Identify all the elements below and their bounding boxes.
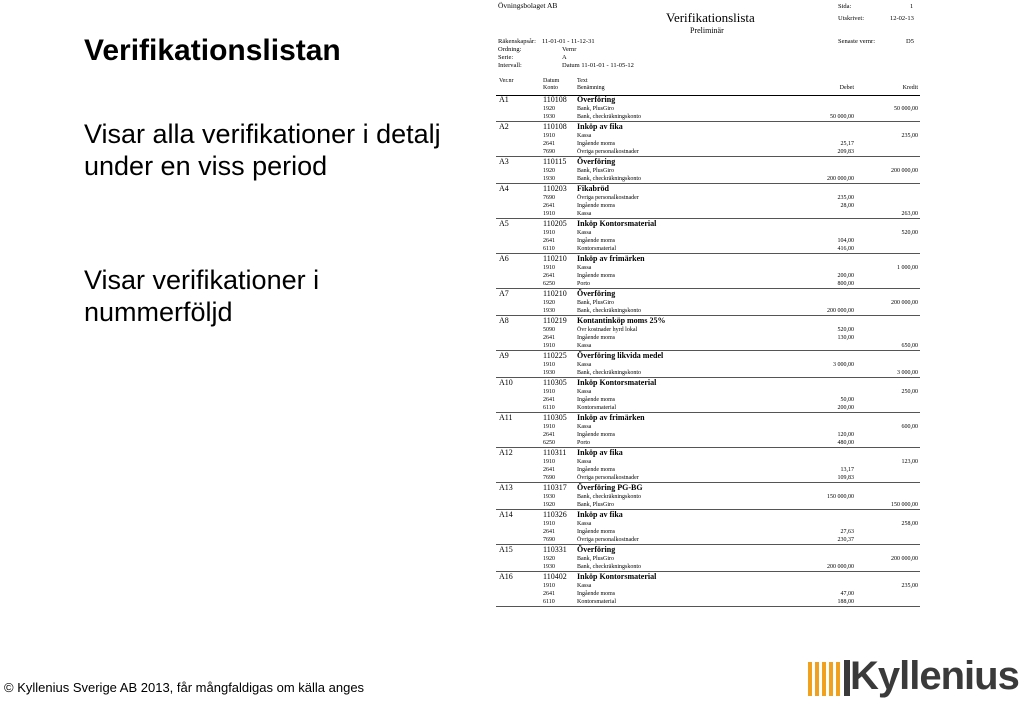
table-row [496,272,920,280]
verification-header [496,316,920,326]
verification-text: Överföring [577,289,616,298]
slide-title: Verifikationslistan [84,34,341,67]
account-number: 1910 [543,362,555,368]
account-name: Kassa [577,459,592,465]
verification-number: A6 [499,254,509,263]
account-number: 2641 [543,141,555,147]
verification-header [496,510,920,520]
account-name: Ingående moms [577,432,616,438]
account-number: 2641 [543,529,555,535]
table-row [496,598,920,606]
table-row [496,132,920,140]
table-row [496,474,920,482]
account-name: Ingående moms [577,141,616,147]
table-row [496,590,920,598]
kredit-amount: 263,00 [901,211,918,217]
verification-text: Inköp Kontorsmaterial [577,572,657,581]
account-name: Bank, checkräkningskonto [577,564,641,570]
meta-label: Utskrivet: [838,15,864,22]
account-name: Kontorsmaterial [577,599,616,605]
debet-amount: 120,00 [837,432,854,438]
header-debet: Debet [839,85,854,91]
account-number: 1910 [543,211,555,217]
account-number: 1930 [543,564,555,570]
table-row [496,307,920,315]
account-name: Ingående moms [577,335,616,341]
verification-a16 [496,572,920,607]
table-row [496,280,920,288]
account-number: 7690 [543,475,555,481]
kredit-amount: 50 000,00 [894,106,918,112]
account-name: Ingående moms [577,397,616,403]
account-name: Övriga personalkostnader [577,537,639,543]
account-number: 7690 [543,149,555,155]
account-number: 1930 [543,114,555,120]
kredit-amount: 3 000,00 [897,370,918,376]
verification-a11 [496,413,920,448]
table-row [496,167,920,175]
debet-amount: 200 000,00 [827,564,854,570]
verification-text: Överföring PG-BG [577,483,643,492]
verification-header [496,572,920,582]
account-number: 6110 [543,599,555,605]
verification-a5 [496,219,920,254]
table-row [496,194,920,202]
debet-amount: 25,17 [840,141,854,147]
table-row [496,528,920,536]
account-name: Kassa [577,389,592,395]
meta-label: Intervall: [498,62,522,69]
verification-a14 [496,510,920,545]
debet-amount: 200,00 [837,405,854,411]
table-row [496,501,920,509]
kredit-amount: 235,00 [901,133,918,139]
verification-date: 110210 [543,289,567,298]
logo-bars-icon [806,660,852,700]
kredit-amount: 123,00 [901,459,918,465]
account-number: 1910 [543,343,555,349]
verification-text: Överföring [577,157,616,166]
verification-text: Inköp av fika [577,122,623,131]
verification-a8 [496,316,920,351]
verification-date: 110203 [543,184,567,193]
verification-date: 110205 [543,219,567,228]
header-text: Text [577,78,588,84]
account-name: Ingående moms [577,273,616,279]
account-number: 1910 [543,424,555,430]
account-number: 1930 [543,370,555,376]
table-row [496,105,920,113]
account-name: Kontorsmaterial [577,246,616,252]
debet-amount: 188,00 [837,599,854,605]
account-name: Bank, PlusGiro [577,300,615,306]
meta-label: Räkenskapsår: [498,38,536,45]
verification-date: 110108 [543,95,567,104]
account-number: 2641 [543,238,555,244]
account-name: Övr kostnader hyrd lokal [577,327,638,333]
verification-a1 [496,95,920,122]
verification-list [496,95,920,607]
verification-number: A2 [499,122,509,131]
meta-label: Sida: [838,3,852,10]
account-name: Kassa [577,133,592,139]
verification-number: A12 [499,448,513,457]
table-row [496,245,920,253]
verification-date: 110219 [543,316,567,325]
table-row [496,555,920,563]
table-row [496,439,920,447]
verification-text: Inköp av frimärken [577,254,645,263]
verification-a2 [496,122,920,157]
debet-amount: 200 000,00 [827,176,854,182]
debet-amount: 480,00 [837,440,854,446]
account-number: 1930 [543,308,555,314]
verification-a4 [496,184,920,219]
kredit-amount: 258,00 [901,521,918,527]
account-number: 2641 [543,432,555,438]
account-name: Bank, PlusGiro [577,556,615,562]
debet-amount: 13,17 [840,467,854,473]
account-name: Bank, PlusGiro [577,106,615,112]
verification-date: 110402 [543,572,567,581]
kredit-amount: 520,00 [901,230,918,236]
debet-amount: 50 000,00 [830,114,854,120]
table-row [496,326,920,334]
debet-amount: 3 000,00 [833,362,854,368]
table-row [496,388,920,396]
account-name: Porto [577,281,591,287]
account-name: Kassa [577,265,592,271]
kredit-amount: 200 000,00 [891,168,918,174]
verification-header [496,254,920,264]
report-column-headers [496,77,920,96]
account-number: 6250 [543,440,555,446]
verification-header [496,184,920,194]
account-number: 2641 [543,397,555,403]
kredit-amount: 150 000,00 [891,502,918,508]
table-row [496,299,920,307]
verification-text: Inköp Kontorsmaterial [577,378,657,387]
account-name: Bank, checkräkningskonto [577,494,641,500]
verification-number: A5 [499,219,509,228]
verification-number: A1 [499,95,509,104]
verification-date: 110305 [543,413,567,422]
verification-a7 [496,289,920,316]
bullet-text: Visar alla verifikationer i detalj under en viss period [84,119,441,181]
verification-a13 [496,483,920,510]
account-number: 2641 [543,273,555,279]
verification-date: 110225 [543,351,567,360]
account-number: 1910 [543,133,555,139]
kredit-amount: 200 000,00 [891,556,918,562]
debet-amount: 209,83 [837,149,854,155]
verification-report [496,0,924,608]
kredit-amount: 200 000,00 [891,300,918,306]
account-name: Bank, checkräkningskonto [577,114,641,120]
verification-number: A14 [499,510,513,519]
kredit-amount: 650,00 [901,343,918,349]
meta-label: Senaste vernr: [838,38,876,45]
header-datum: Datum [543,78,560,84]
verification-text: Inköp av frimärken [577,413,645,422]
account-number: 6250 [543,281,555,287]
table-row [496,342,920,350]
account-name: Övriga personalkostnader [577,149,639,155]
header-benamning: Benämning [577,85,605,91]
verification-number: A4 [499,184,509,193]
verification-number: A11 [499,413,513,422]
verification-header [496,95,920,105]
meta-value: 1 [910,3,914,10]
debet-amount: 800,00 [837,281,854,287]
account-name: Ingående moms [577,591,616,597]
account-name: Kassa [577,424,592,430]
verification-header [496,122,920,132]
verification-header [496,351,920,361]
table-row [496,229,920,237]
verification-header [496,289,920,299]
meta-value: 11-01-01 - 11-12-31 [542,38,595,45]
verification-number: A10 [499,378,513,387]
meta-value: 12-02-13 [890,15,914,22]
account-name: Bank, PlusGiro [577,168,615,174]
verification-text: Inköp av fika [577,448,623,457]
table-row [496,148,920,156]
verification-a15 [496,545,920,572]
table-row [496,369,920,377]
account-number: 1910 [543,230,555,236]
table-row [496,563,920,571]
account-number: 6110 [543,246,555,252]
verification-date: 110311 [543,448,567,457]
kredit-amount: 250,00 [901,389,918,395]
verification-date: 110326 [543,510,567,519]
account-number: 1910 [543,521,555,527]
copyright-text: © Kyllenius Sverige AB 2013, får mångfaldigas om källa anges [4,680,365,695]
account-name: Bank, PlusGiro [577,502,615,508]
table-row [496,520,920,528]
verification-date: 110210 [543,254,567,263]
kredit-amount: 1 000,00 [897,265,918,271]
debet-amount: 109,83 [837,475,854,481]
verification-header [496,157,920,167]
table-row [496,113,920,121]
verification-number: A3 [499,157,509,166]
verification-text: Fikabröd [577,184,610,193]
account-name: Kassa [577,230,592,236]
table-row [496,396,920,404]
account-number: 1920 [543,300,555,306]
debet-amount: 50,00 [840,397,854,403]
account-name: Ingående moms [577,238,616,244]
verification-number: A15 [499,545,513,554]
debet-amount: 150 000,00 [827,494,854,500]
account-number: 1910 [543,265,555,271]
verification-number: A7 [499,289,509,298]
debet-amount: 104,00 [837,238,854,244]
account-number: 6110 [543,405,555,411]
debet-amount: 200 000,00 [827,308,854,314]
account-name: Bank, checkräkningskonto [577,308,641,314]
table-row [496,431,920,439]
verification-date: 110317 [543,483,567,492]
debet-amount: 28,00 [840,203,854,209]
verification-number: A8 [499,316,509,325]
debet-amount: 200,00 [837,273,854,279]
verification-text: Överföring [577,545,616,554]
verification-a12 [496,448,920,483]
verification-date: 110115 [543,157,567,166]
verification-header [496,219,920,229]
account-number: 2641 [543,335,555,341]
account-name: Porto [577,440,591,446]
account-name: Kontorsmaterial [577,405,616,411]
meta-value: A [562,54,567,61]
verification-header [496,545,920,555]
verification-number: A9 [499,351,509,360]
account-name: Ingående moms [577,529,616,535]
table-row [496,202,920,210]
table-row [496,361,920,369]
account-number: 2641 [543,467,555,473]
table-row [496,175,920,183]
header-konto: Konto [543,85,558,91]
report-title: Verifikationslista [666,10,755,25]
account-name: Kassa [577,521,592,527]
account-number: 7690 [543,195,555,201]
bullet-text: Visar verifikationer i nummerföljd [84,265,320,327]
account-number: 1930 [543,494,555,500]
verification-text: Överföring likvida medel [577,351,664,360]
account-number: 5090 [543,327,555,333]
account-number: 1920 [543,168,555,174]
kredit-amount: 235,00 [901,583,918,589]
account-name: Övriga personalkostnader [577,195,639,201]
verification-date: 110331 [543,545,567,554]
account-number: 1910 [543,459,555,465]
account-number: 1910 [543,583,555,589]
account-name: Bank, checkräkningskonto [577,370,641,376]
account-number: 1920 [543,502,555,508]
meta-value: D5 [906,38,914,45]
account-number: 1930 [543,176,555,182]
account-number: 1920 [543,556,555,562]
table-row [496,404,920,412]
table-row [496,536,920,544]
header-kredit: Kredit [902,85,918,91]
debet-amount: 235,00 [837,195,854,201]
account-name: Ingående moms [577,203,616,209]
debet-amount: 130,00 [837,335,854,341]
verification-number: A16 [499,572,513,581]
verification-number: A13 [499,483,513,492]
account-number: 1910 [543,389,555,395]
verification-text: Inköp av fika [577,510,623,519]
account-name: Övriga personalkostnader [577,475,639,481]
account-name: Bank, checkräkningskonto [577,176,641,182]
verification-date: 110108 [543,122,567,131]
logo-text: Kyllenius [850,654,1019,698]
meta-label: Ordning: [498,46,522,53]
debet-amount: 230,37 [837,537,854,543]
meta-label: Serie: [498,54,514,61]
account-name: Ingående moms [577,467,616,473]
account-name: Kassa [577,362,592,368]
verification-header [496,448,920,458]
header-ver: Ver.nr [499,78,514,84]
account-number: 7690 [543,537,555,543]
debet-amount: 416,00 [837,246,854,252]
table-row [496,466,920,474]
table-row [496,264,920,272]
table-row [496,210,920,218]
account-name: Kassa [577,583,592,589]
verification-header [496,378,920,388]
verification-a10 [496,378,920,413]
table-row [496,140,920,148]
table-row [496,423,920,431]
verification-text: Inköp Kontorsmaterial [577,219,657,228]
kredit-amount: 600,00 [901,424,918,430]
verification-date: 110305 [543,378,567,387]
verification-a3 [496,157,920,184]
account-number: 2641 [543,203,555,209]
account-name: Kassa [577,211,592,217]
account-number: 2641 [543,591,555,597]
debet-amount: 27,63 [840,529,854,535]
verification-a6 [496,254,920,289]
account-number: 1920 [543,106,555,112]
table-row [496,237,920,245]
meta-value: Datum 11-01-01 - 11-05-12 [562,62,634,69]
account-name: Kassa [577,343,592,349]
debet-amount: 520,00 [837,327,854,333]
meta-value: Vernr [562,46,577,53]
verification-header [496,413,920,423]
table-row [496,334,920,342]
debet-amount: 47,00 [840,591,854,597]
verification-a9 [496,351,920,378]
report-subtitle: Preliminär [690,26,724,35]
report-company: Övningsbolaget AB [498,1,558,10]
verification-header [496,483,920,493]
verification-text: Överföring [577,95,616,104]
verification-text: Kontantinköp moms 25% [577,316,666,325]
table-row [496,582,920,590]
table-row [496,493,920,501]
table-row [496,458,920,466]
